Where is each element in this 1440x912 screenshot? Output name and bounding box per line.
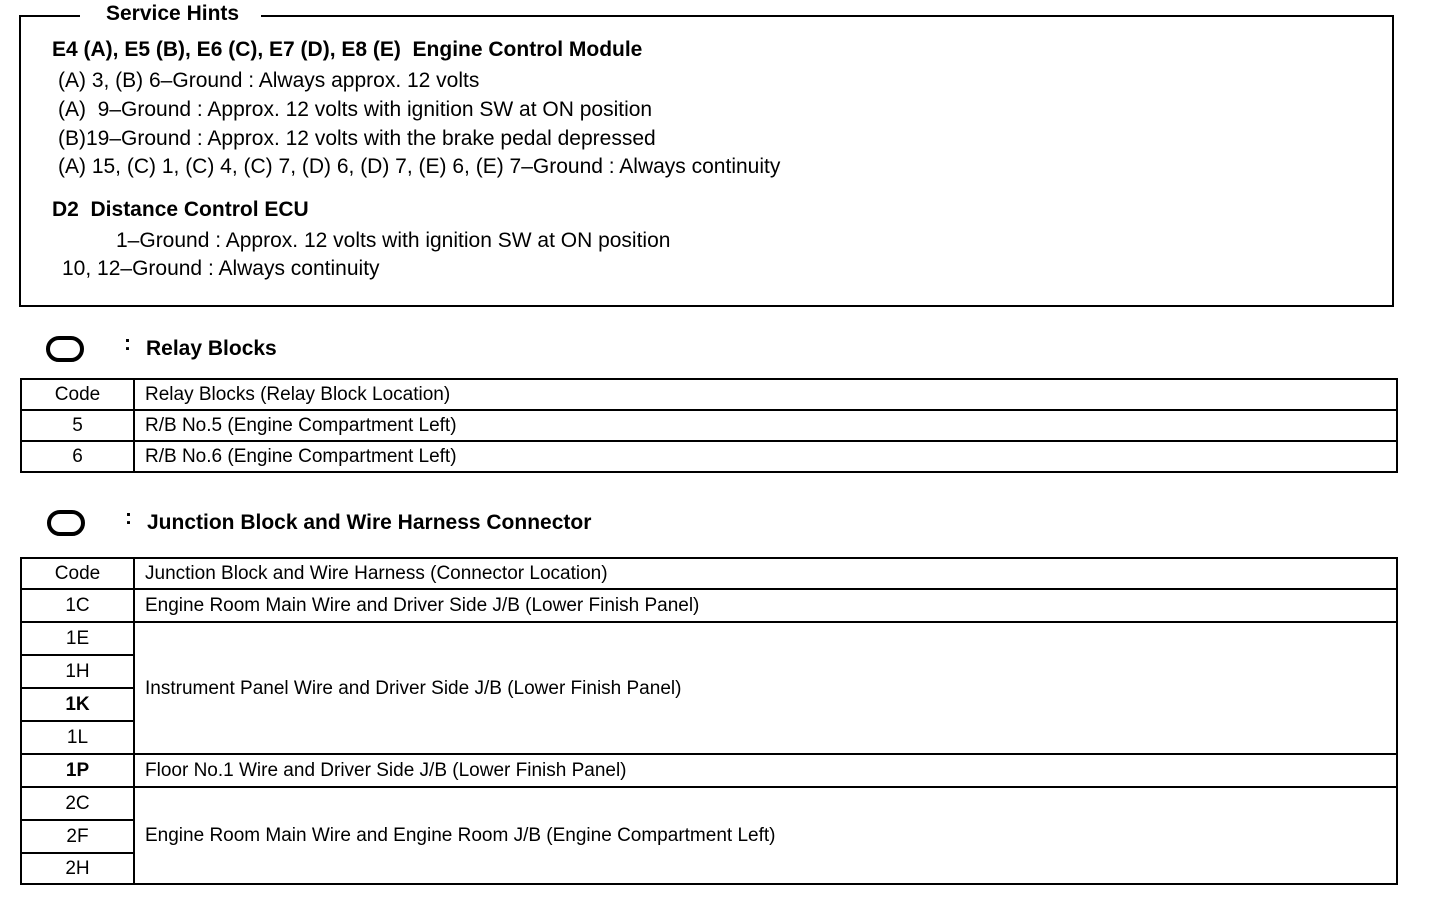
location-column-header: Junction Block and Wire Harness (Connector Location) (134, 558, 1397, 589)
junction-description: Floor No.1 Wire and Driver Side J/B (Lower Finish Panel) (134, 754, 1397, 787)
table-row (21, 589, 1397, 622)
table-row (21, 410, 1397, 441)
junction-code: 1P (21, 754, 134, 787)
ecm-hint-line: (B)19–Ground : Approx. 12 volts with the brake pedal depressed (58, 127, 656, 150)
junction-code: 1K (21, 688, 134, 721)
table-header-row (21, 558, 1397, 589)
junction-code: 2H (21, 853, 134, 884)
junction-description: Engine Room Main Wire and Engine Room J/B (Engine Compartment Left) (134, 787, 1397, 884)
junction-code: 1H (21, 655, 134, 688)
table-row (21, 787, 1397, 820)
junction-code: 1L (21, 721, 134, 754)
ecm-hint-line: (A) 15, (C) 1, (C) 4, (C) 7, (D) 6, (D) 7, (E) 6, (E) 7–Ground : Always continuity (58, 155, 781, 178)
junction-blocks-table (20, 557, 1398, 885)
junction-code: 2F (21, 820, 134, 853)
distance-ecu-heading: D2 Distance Control ECU (52, 198, 309, 221)
junction-blocks-title: Junction Block and Wire Harness Connector (147, 511, 592, 534)
junction-code: 2C (21, 787, 134, 820)
relay-block-symbol-icon (46, 336, 84, 362)
ecm-hint-line: (A) 3, (B) 6–Ground : Always approx. 12 volts (58, 69, 480, 92)
junction-blocks-header (47, 506, 847, 544)
distance-ecu-hint-line: 1–Ground : Approx. 12 volts with ignition SW at ON position (116, 229, 671, 252)
table-row (21, 441, 1397, 472)
relay-block-code: 6 (21, 441, 134, 472)
code-column-header: Code (21, 379, 134, 410)
relay-block-description: R/B No.6 (Engine Compartment Left) (134, 441, 1397, 472)
relay-blocks-title: Relay Blocks (146, 337, 277, 360)
location-column-header: Relay Blocks (Relay Block Location) (134, 379, 1397, 410)
junction-description: Instrument Panel Wire and Driver Side J/B (Lower Finish Panel) (134, 622, 1397, 754)
junction-blocks-colon: : (125, 506, 132, 529)
table-row (21, 622, 1397, 655)
relay-blocks-header (46, 332, 646, 370)
relay-blocks-table (20, 378, 1398, 473)
junction-code: 1C (21, 589, 134, 622)
distance-ecu-hint-line: 10, 12–Ground : Always continuity (62, 257, 380, 280)
table-header-row (21, 379, 1397, 410)
junction-code: 1E (21, 622, 134, 655)
junction-block-symbol-icon (47, 510, 85, 536)
table-row (21, 754, 1397, 787)
code-column-header: Code (21, 558, 134, 589)
junction-description: Engine Room Main Wire and Driver Side J/B (Lower Finish Panel) (134, 589, 1397, 622)
relay-block-description: R/B No.5 (Engine Compartment Left) (134, 410, 1397, 441)
relay-blocks-colon: : (124, 332, 131, 355)
ecm-hint-line: (A) 9–Ground : Approx. 12 volts with ignition SW at ON position (58, 98, 653, 121)
ecm-heading: E4 (A), E5 (B), E6 (C), E7 (D), E8 (E) Engine Control Module (52, 38, 643, 61)
relay-block-code: 5 (21, 410, 134, 441)
service-hints-title: Service Hints (80, 2, 261, 26)
